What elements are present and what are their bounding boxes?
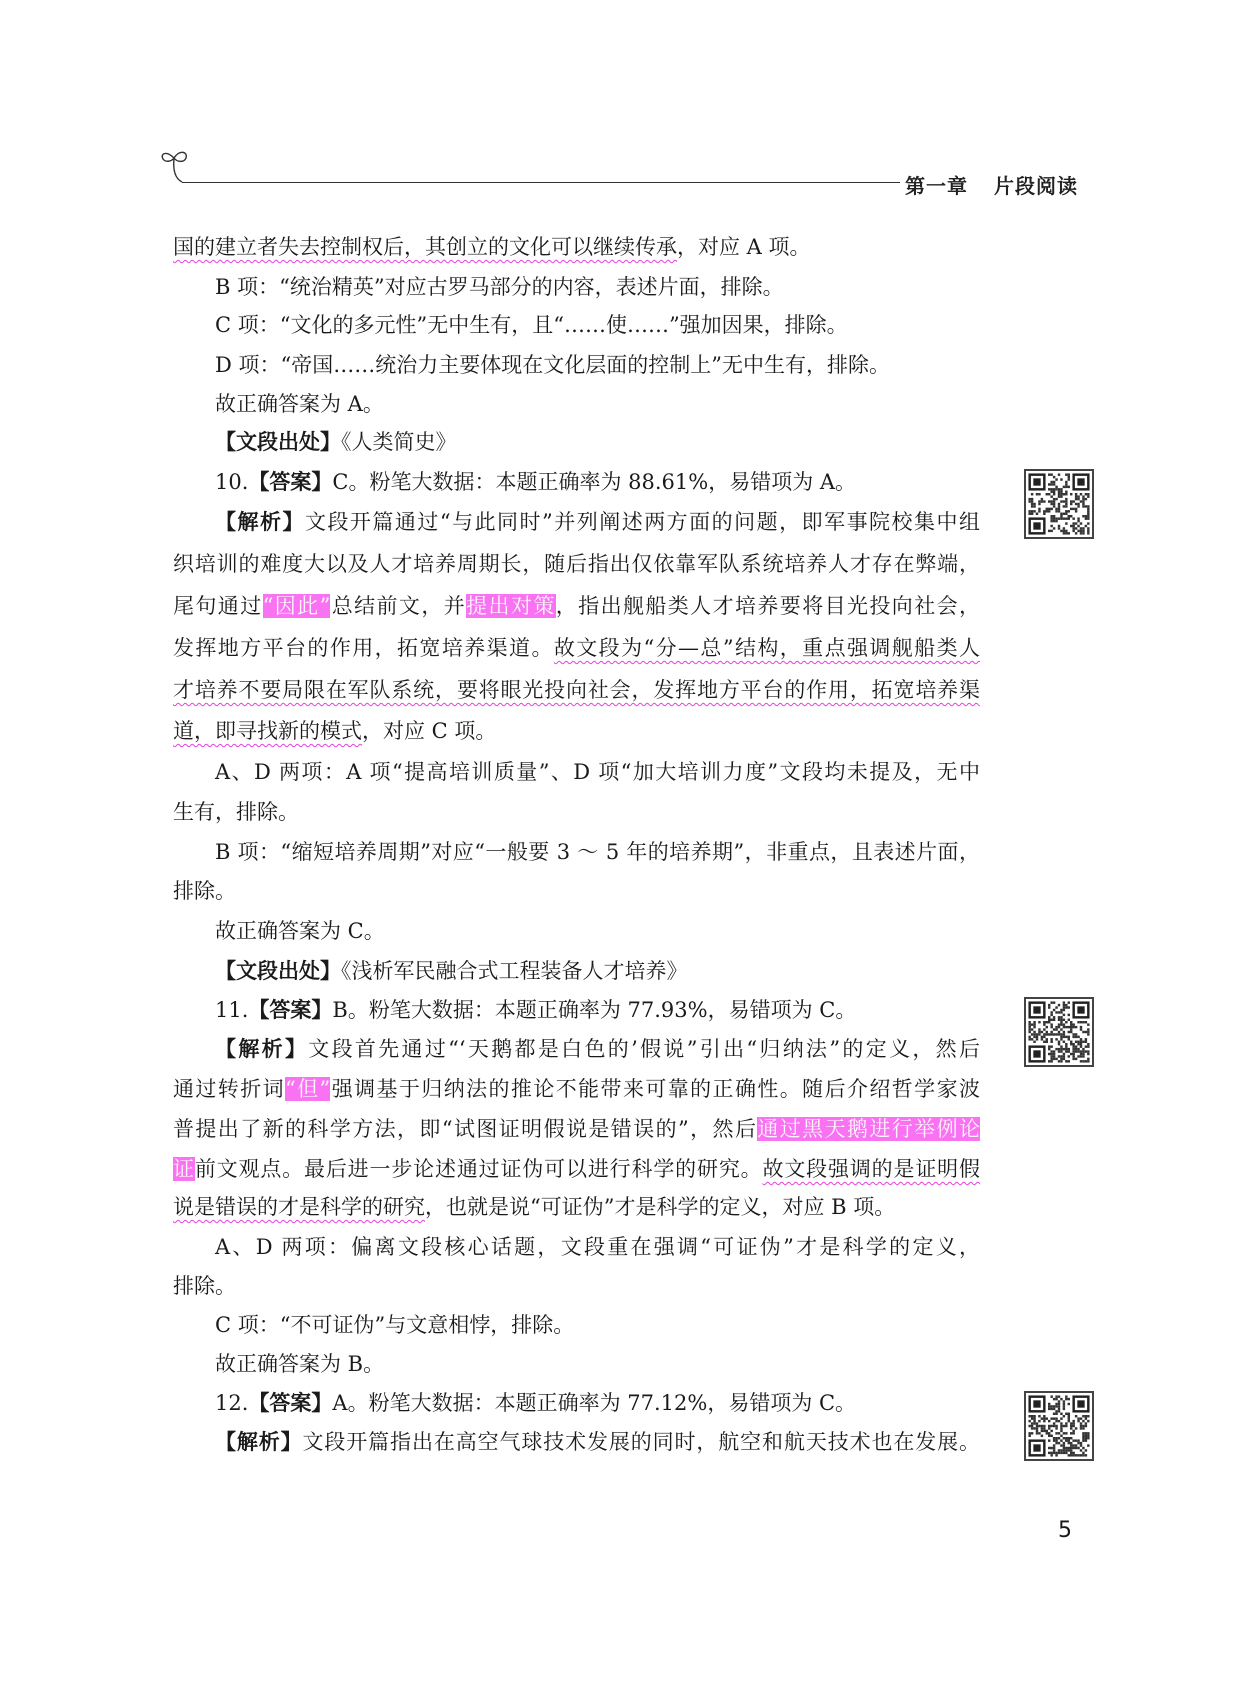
text-segment: 《浅析军民融合式工程装备人才培养》 [341, 959, 688, 983]
qr-code-q10[interactable] [1024, 469, 1094, 539]
text-segment: A。粉笔大数据：本题正确率为 77.12%，易错项为 C。 [332, 1391, 857, 1415]
underlined-key-sentence: 故文段强调的是证明假 [762, 1157, 981, 1181]
text-line [173, 717, 980, 745]
text-line [173, 1075, 980, 1103]
qr-pattern [1026, 471, 1092, 537]
text-line [215, 428, 980, 456]
text-line [215, 390, 980, 418]
section-label: 【答案】 [248, 470, 333, 494]
text-line [173, 550, 980, 578]
text-segment: 生有，排除。 [173, 800, 299, 824]
text-segment: C 项：“文化的多元性”无中生有，且“……使……”强加因果，排除。 [215, 313, 848, 337]
text-segment: ，对应 C 项。 [362, 719, 497, 743]
page-number: 5 [1058, 1518, 1072, 1543]
text-segment: 尾句通过 [173, 594, 263, 618]
text-segment: 强调基于归纳法的推论不能带来可靠的正确性。随后介绍哲学家波 [330, 1077, 980, 1101]
running-header [905, 170, 1078, 199]
qr-code-q11[interactable] [1024, 997, 1094, 1067]
text-segment: 发挥地方平台的作用，拓宽培养渠道。 [173, 636, 554, 660]
qr-pattern [1026, 999, 1092, 1065]
text-segment: ，也就是说“可证伪”才是科学的定义，对应 B 项。 [425, 1195, 896, 1219]
text-segment: B 项：“统治精英”对应古罗马部分的内容，表述片面，排除。 [215, 275, 784, 299]
section-label: 【文段出处】 [215, 430, 341, 454]
underlined-key-sentence: 故文段为“分—总”结构，重点强调舰船类人 [553, 636, 980, 660]
text-line [215, 1233, 980, 1261]
text-line [215, 351, 980, 379]
text-line [215, 838, 980, 866]
text-line [215, 1428, 980, 1456]
text-segment: 故正确答案为 C。 [215, 919, 385, 943]
section-label: 【文段出处】 [215, 959, 341, 983]
text-line [215, 996, 980, 1024]
text-segment: 11. [215, 998, 249, 1022]
highlighted-text: 通过黑天鹅进行举例论 [757, 1117, 980, 1141]
text-segment: 文段首先通过“‘天鹅都是白色的’假说”引出“归纳法”的定义，然后 [308, 1037, 981, 1061]
text-segment: 《人类简史》 [341, 430, 457, 454]
text-segment: 故正确答案为 A。 [215, 392, 384, 416]
text-line [215, 1035, 980, 1063]
text-segment: A、D 两项：A 项“提高培训质量”、D 项“加大培训力度”文段均未提及，无中 [215, 760, 980, 784]
section-label: 【解析】 [215, 510, 305, 534]
section-label: 片段阅读 [994, 174, 1078, 198]
header-rule [182, 182, 900, 183]
text-line [215, 1311, 980, 1339]
text-line [173, 1193, 980, 1221]
highlighted-text: “但” [285, 1077, 331, 1101]
underlined-key-sentence: 道，即寻找新的模式 [173, 719, 362, 743]
text-line [215, 508, 980, 536]
chapter-label: 第一章 [905, 174, 968, 198]
text-segment: 前文观点。最后进一步论述通过证伪可以进行科学的研究。 [194, 1157, 763, 1181]
sprout-icon [160, 148, 190, 184]
text-line [173, 1115, 980, 1143]
text-segment: C 项：“不可证伪”与文意相悖，排除。 [215, 1313, 575, 1337]
text-segment: 织培训的难度大以及人才培养周期长，随后指出仅依靠军队系统培养人才存在弊端， [173, 552, 980, 576]
text-segment: 文段开篇通过“与此同时”并列阐述两方面的问题，即军事院校集中组 [304, 510, 980, 534]
text-line [215, 311, 980, 339]
text-line [173, 634, 980, 662]
text-segment: 10. [215, 470, 249, 494]
text-segment: ，对应 A 项。 [677, 235, 811, 259]
underlined-key-sentence: 国的建立者失去控制权后，其创立的文化可以继续传承 [173, 235, 677, 259]
qr-pattern [1026, 1393, 1092, 1459]
text-line [215, 273, 980, 301]
text-line [173, 676, 980, 704]
text-segment: A、D 两项：偏离文段核心话题，文段重在强调“可证伪”才是科学的定义， [215, 1235, 980, 1259]
text-segment: D 项：“帝国……统治力主要体现在文化层面的控制上”无中生有，排除。 [215, 353, 890, 377]
section-label: 【答案】 [248, 1391, 333, 1415]
text-segment: 故正确答案为 B。 [215, 1352, 385, 1376]
text-line [215, 957, 980, 985]
text-line [215, 917, 980, 945]
text-line [173, 1272, 980, 1300]
text-line [173, 798, 980, 826]
text-line [173, 877, 980, 905]
text-segment: 通过转折词 [173, 1077, 286, 1101]
text-segment: 12. [215, 1391, 249, 1415]
section-label: 【解析】 [215, 1037, 309, 1061]
underlined-key-sentence: 才培养不要局限在军队系统，要将眼光投向社会，发挥地方平台的作用，拓宽培养渠 [173, 678, 980, 702]
text-line [215, 468, 980, 496]
section-label: 【解析】 [215, 1430, 303, 1454]
text-segment: 排除。 [173, 879, 236, 903]
text-line [173, 233, 980, 261]
section-label: 【答案】 [248, 998, 333, 1022]
highlighted-text: 证 [173, 1157, 195, 1181]
text-segment: 文段开篇指出在高空气球技术发展的同时，航空和航天技术也在发展。 [302, 1430, 980, 1454]
text-line [215, 1350, 980, 1378]
text-line [173, 1155, 980, 1183]
text-line [173, 592, 980, 620]
text-segment: B 项：“缩短培养周期”对应“一般要 3 ～ 5 年的培养期”，非重点，且表述片面， [215, 840, 980, 864]
text-line [215, 1389, 980, 1417]
text-segment: B。粉笔大数据：本题正确率为 77.93%，易错项为 C。 [332, 998, 857, 1022]
text-line [215, 758, 980, 786]
highlighted-text: “因此” [262, 594, 331, 618]
text-segment: 排除。 [173, 1274, 236, 1298]
text-segment: 总结前文，并 [330, 594, 467, 618]
text-segment: ，指出舰船类人才培养要将目光投向社会， [555, 594, 981, 618]
text-segment: C。粉笔大数据：本题正确率为 88.61%，易错项为 A。 [332, 470, 857, 494]
underlined-key-sentence: 说是错误的才是科学的研究 [173, 1195, 425, 1219]
text-segment: 普提出了新的科学方法，即“试图证明假说是错误的”，然后 [173, 1117, 758, 1141]
qr-code-q12[interactable] [1024, 1391, 1094, 1461]
highlighted-text: 提出对策 [466, 594, 556, 618]
